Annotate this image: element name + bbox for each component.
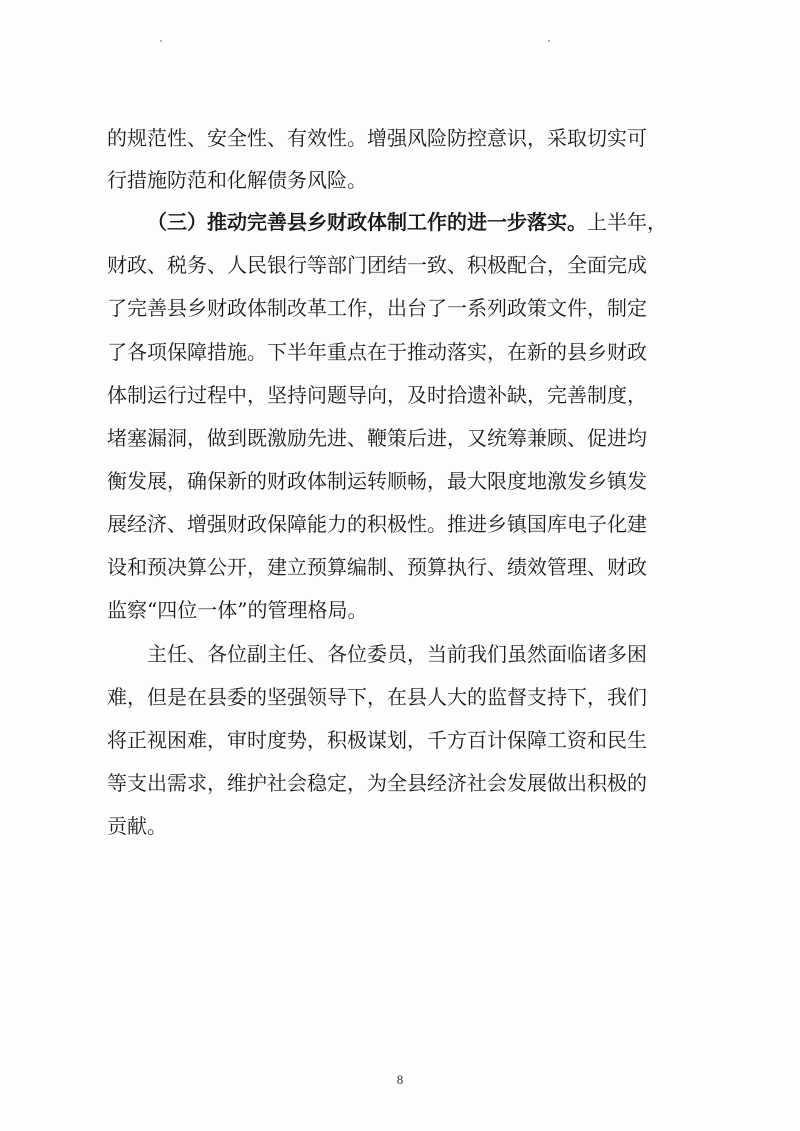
body-line: 主任、各位副主任、各位委员，当前我们虽然面临诸多困 [147, 642, 647, 666]
body-line: 财政、税务、人民银行等部门团结一致、积极配合，全面完成 [107, 253, 647, 277]
body-line: 的规范性、安全性、有效性。增强风险防控意识，采取切实可 [107, 126, 647, 150]
body-line: 衡发展，确保新的财政体制运转顺畅，最大限度地激发乡镇发 [107, 469, 647, 493]
section-heading: （三）推动完善县乡财政体制工作的进一步落实。 [147, 210, 587, 234]
body-line: 贡献。 [107, 814, 167, 838]
body-line: 行措施防范和化解债务风险。 [107, 168, 367, 192]
scan-speck [160, 40, 162, 42]
page-number: 8 [396, 1072, 404, 1087]
body-line: 监察“四位一体”的管理格局。 [107, 598, 368, 622]
body-line: 将正视困难，审时度势，积极谋划，千方百计保障工资和民生 [107, 728, 647, 752]
body-line: 设和预决算公开，建立预算编制、预算执行、绩效管理、财政 [107, 555, 647, 579]
body-line: 体制运行过程中，坚持问题导向，及时拾遗补缺，完善制度， [107, 383, 647, 407]
body-line: 展经济、增强财政保障能力的积极性。推进乡镇国库电子化建 [107, 512, 647, 536]
scan-speck [548, 40, 550, 42]
body-line: 了完善县乡财政体制改革工作，出台了一系列政策文件，制定 [107, 296, 647, 320]
section-heading-line [147, 208, 707, 236]
body-line: 了各项保障措施。下半年重点在于推动落实，在新的县乡财政 [107, 340, 647, 364]
body-line: 堵塞漏洞，做到既激励先进、鞭策后进，又统筹兼顾、促进均 [107, 426, 647, 450]
body-line: 等支出需求，维护社会稳定，为全县经济社会发展做出积极的 [107, 771, 647, 795]
body-text: 上半年， [587, 210, 667, 234]
body-line: 难，但是在县委的坚强领导下，在县人大的监督支持下，我们 [107, 685, 647, 709]
